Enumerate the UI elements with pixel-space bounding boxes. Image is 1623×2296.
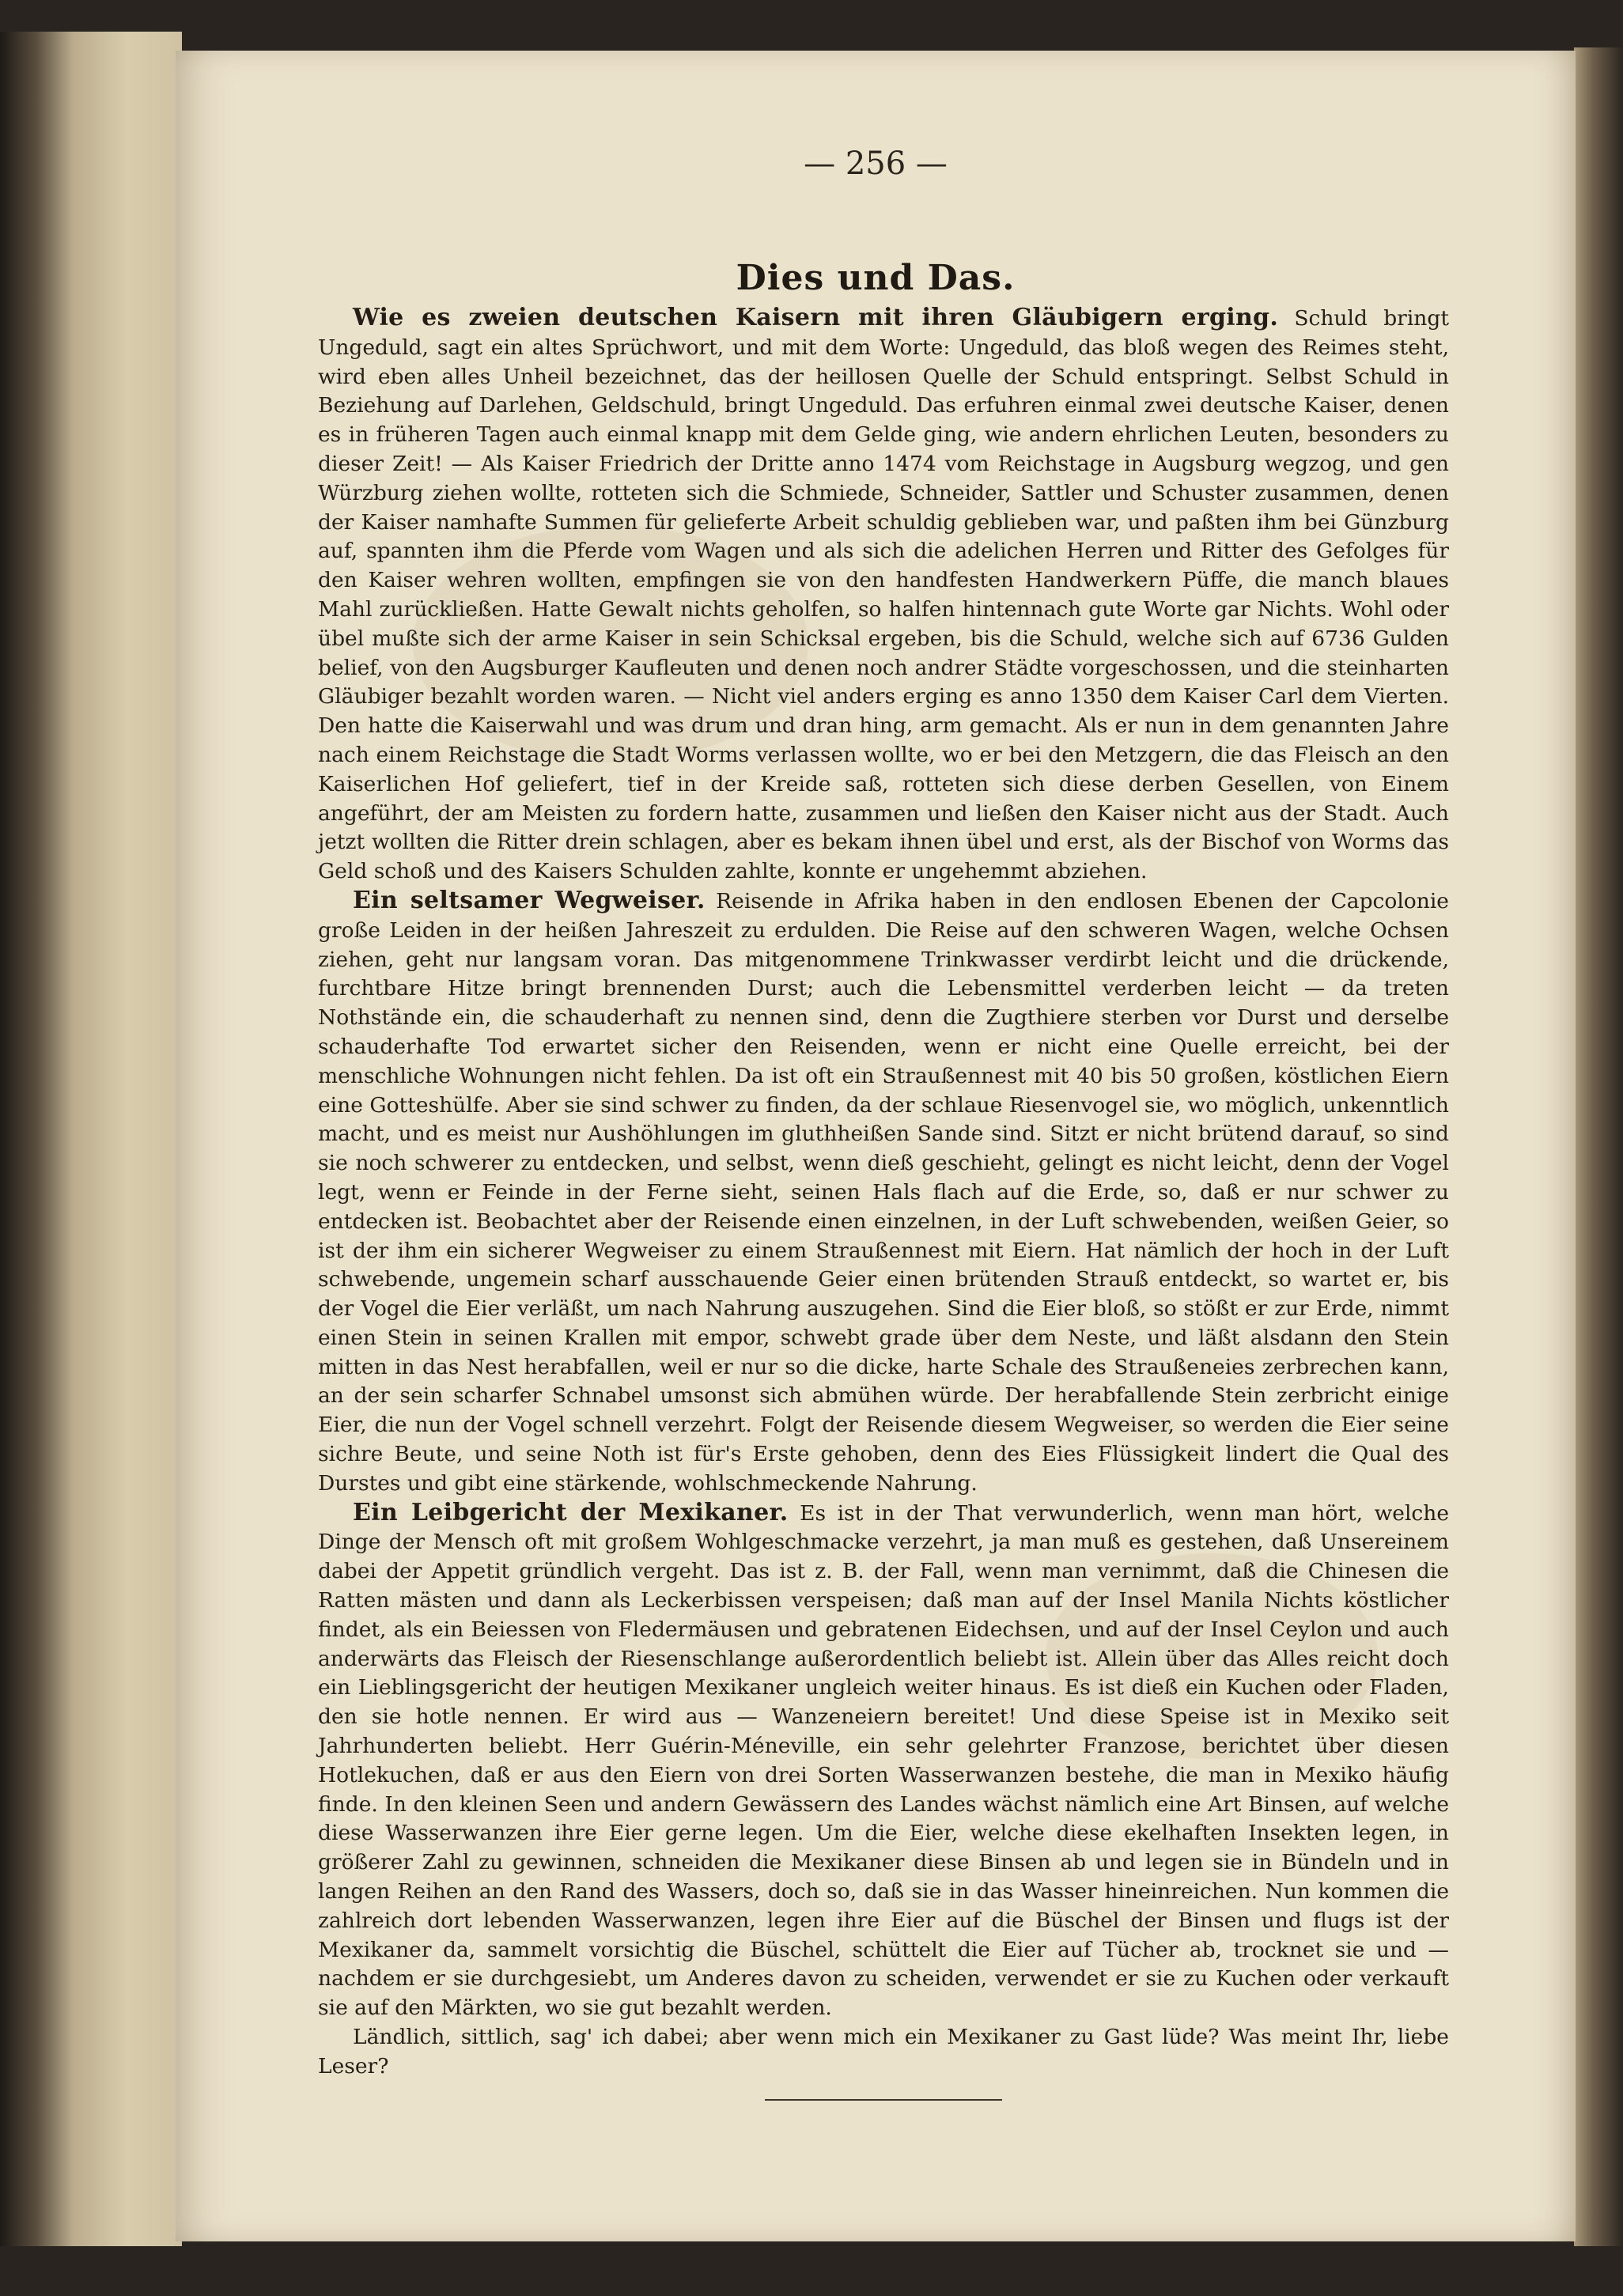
section-title: Dies und Das. bbox=[736, 258, 1016, 298]
book-page-edges-left bbox=[0, 32, 182, 2246]
article-paragraph bbox=[318, 887, 1449, 1499]
book-page-edges-right bbox=[1574, 47, 1623, 2246]
book-page bbox=[176, 51, 1576, 2241]
article-paragraph bbox=[318, 304, 1449, 887]
article-column bbox=[318, 304, 1449, 2082]
article-title: Wie es zweien deutschen Kaisern mit ihren Gläubigern erging. bbox=[353, 304, 1279, 331]
article-closing-paragraph: Ländlich, sittlich, sag' ich dabei; aber wenn mich ein Mexikaner zu Gast lüde? Was meint Ihr, liebe Leser? bbox=[318, 2025, 1449, 2079]
article-title: Ein Leibgericht der Mexikaner. bbox=[353, 1498, 789, 1526]
article-paragraph bbox=[318, 1499, 1449, 2023]
end-rule bbox=[765, 2099, 1002, 2101]
article-title: Ein seltsamer Wegweiser. bbox=[353, 886, 706, 914]
article-body: Es ist in der That verwunderlich, wenn man hört, welche Dinge der Mensch oft mit großem Wohlgeschmacke verzehrt, ja man muß es gestehen, daß Unsereinem dabei der Appetit gründlich vergeht. Das ist z. B. der Fall, wenn man vernimmt, daß die Chinesen die Ratten mästen und dann als Leckerbissen verspeisen; daß man auf der Insel Manila Nichts köstlicher findet, als ein Beiessen von Fledermäusen und gebratenen Eidechsen, und auf der Insel Ceylon und auch anderwärts das Fleisch der Riesenschlange außerordentlich beliebt ist. Allein über das Alles reicht doch ein Lieblingsgericht der heutigen Mexikaner ungleich weiter hinaus. Es ist dieß ein Kuchen oder Fladen, den sie hotle nennen. Er wird aus — Wanzeneiern bereitet! Und diese Speise ist in Mexiko seit Jahrhunderten beliebt. Herr Guérin-Méneville, ein sehr gelehrter Franzose, berichtet über diesen Hotlekuchen, daß er aus den Eiern von drei Sorten Wasserwanzen bestehe, die man in Mexiko häufig finde. In den kleinen Seen und andern Gewässern des Landes wächst nämlich eine Art Binsen, auf welche diese Wasserwanzen ihre Eier gerne legen. Um die Eier, welche diese ekelhaften Insekten legen, in größerer Zahl zu gewinnen, schneiden die Mexikaner diese Binsen ab und legen sie in Bündeln und in langen Reihen an den Rand des Wassers, doch so, daß sie in das Wasser hineinreichen. Nun kommen die zahlreich dort lebenden Wasserwanzen, legen ihre Eier auf die Büschel der Binsen und flugs ist der Mexikaner da, sammelt vorsichtig die Büschel, schüttelt die Eier auf Tücher ab, trocknet sie und — nachdem er sie durchgesiebt, um Anderes davon zu scheiden, verwendet er sie zu Kuchen oder verkauft sie auf den Märkten, wo sie gut bezahlt werden. bbox=[318, 1500, 1450, 2021]
article-body: Reisende in Afrika haben in den endlosen Ebenen der Capcolonie große Leiden in der heißen Jahreszeit zu erdulden. Die Reise auf den schweren Wagen, welche Ochsen ziehen, geht nur langsam voran. Das mitgenommene Trinkwasser verdirbt leicht und die drückende, furchtbare Hitze bringt brennenden Durst; auch die Lebensmittel verderben leicht — da treten Nothstände ein, die schauderhaft zu nennen sind, denn die Zugthiere sterben vor Durst und derselbe schauderhafte Tod erwartet sicher den Reisenden, wenn er nicht eine Quelle erreicht, bei der menschliche Wohnungen nicht fehlen. Da ist oft ein Straußennest mit 40 bis 50 großen, köstlichen Eiern eine Gotteshülfe. Aber sie sind schwer zu finden, da der schlaue Riesenvogel sie, wo möglich, unkenntlich macht, und es meist nur Aushöhlungen im gluthheißen Sande sind. Sitzt er nicht brütend darauf, so sind sie noch schwerer zu entdecken, und selbst, wenn dieß geschieht, gelingt es nicht leicht, denn der Vogel legt, wenn er Feinde in der Ferne sieht, seinen Hals flach auf die Erde, so, daß er nur schwer zu entdecken ist. Beobachtet aber der Reisende einen einzelnen, in der Luft schwebenden, weißen Geier, so ist der ihm ein sicherer Wegweiser zu einem Straußennest mit Eiern. Hat nämlich der hoch in der Luft schwebende, ungemein scharf ausschauende Geier einen brütenden Strauß entdeckt, so wartet er, bis der Vogel die Eier verläßt, um nach Nahrung auszugehen. Sind die Eier bloß, so stößt er zur Erde, nimmt einen Stein in seinen Krallen mit empor, schwebt grade über dem Neste, und läßt alsdann den Stein mitten in das Nest herabfallen, weil er nur so die dicke, harte Schale des Straußeneies zerbrechen kann, an der sein scharfer Schnabel umsonst sich abmühen würde. Der herabfallende Stein zerbricht einige Eier, die nun der Vogel schnell verzehrt. Folgt der Reisende diesem Wegweiser, so werden die Eier seine sichre Beute, und seine Noth ist für's Erste gehoben, denn des Eies Flüssigkeit lindert die Qual des Durstes und gibt eine stärkende, wohlschmeckende Nahrung. bbox=[318, 888, 1449, 1496]
page-number: — 256 — bbox=[804, 146, 948, 182]
article-body: Schuld bringt Ungeduld, sagt ein altes Sprüchwort, und mit dem Worte: Ungeduld, das bloß wegen des Reimes steht, wird eben alles Unheil bezeichnet, das der heillosen Quelle der Schuld entspringt. Selbst Schuld in Beziehung auf Darlehen, Geldschuld, bringt Ungeduld. Das erfuhren einmal zwei deutsche Kaiser, denen es in früheren Tagen auch einmal knapp mit dem Gelde ging, wie andern ehrlichen Leuten, besonders zu dieser Zeit! — Als Kaiser Friedrich der Dritte anno 1474 vom Reichstage in Augsburg wegzog, und gen Würzburg ziehen wollte, rotteten sich die Schmiede, Schneider, Sattler und Schuster zusammen, denen der Kaiser namhafte Summen für gelieferte Arbeit schuldig geblieben war, und paßten ihm bei Günzburg auf, spannten ihm die Pferde vom Wagen und als sich die adelichen Herren und Ritter des Gefolges für den Kaiser wehren wollten, empfingen sie von den handfesten Handwerkern Püffe, die manch blaues Mahl zurückließen. Hatte Gewalt nichts geholfen, so halfen hintennach gute Worte gar Nichts. Wohl oder übel mußte sich der arme Kaiser in sein Schicksal ergeben, bis die Schuld, welche sich auf 6736 Gulden belief, von den Augsburger Kaufleuten und denen noch andrer Städte vorgeschossen, und die steinharten Gläubiger bezahlt worden waren. — Nicht viel anders erging es anno 1350 dem Kaiser Carl dem Vierten. Den hatte die Kaiserwahl und was drum und dran hing, arm gemacht. Als er nun in dem genannten Jahre nach einem Reichstage die Stadt Worms verlassen wollte, wo er bei den Metzgern, die das Fleisch an den Kaiserlichen Hof geliefert, tief in der Kreide saß, rotteten sich diese derben Gesellen, von Einem angeführt, der am Meisten zu fordern hatte, zusammen und ließen den Kaiser nicht aus der Stadt. Auch jetzt wollten die Ritter drein schlagen, aber es bekam ihnen übel und erst, als der Bischof von Worms das Geld schoß und des Kaisers Schulden zahlte, konnte er ungehemmt abziehen. bbox=[318, 306, 1449, 884]
